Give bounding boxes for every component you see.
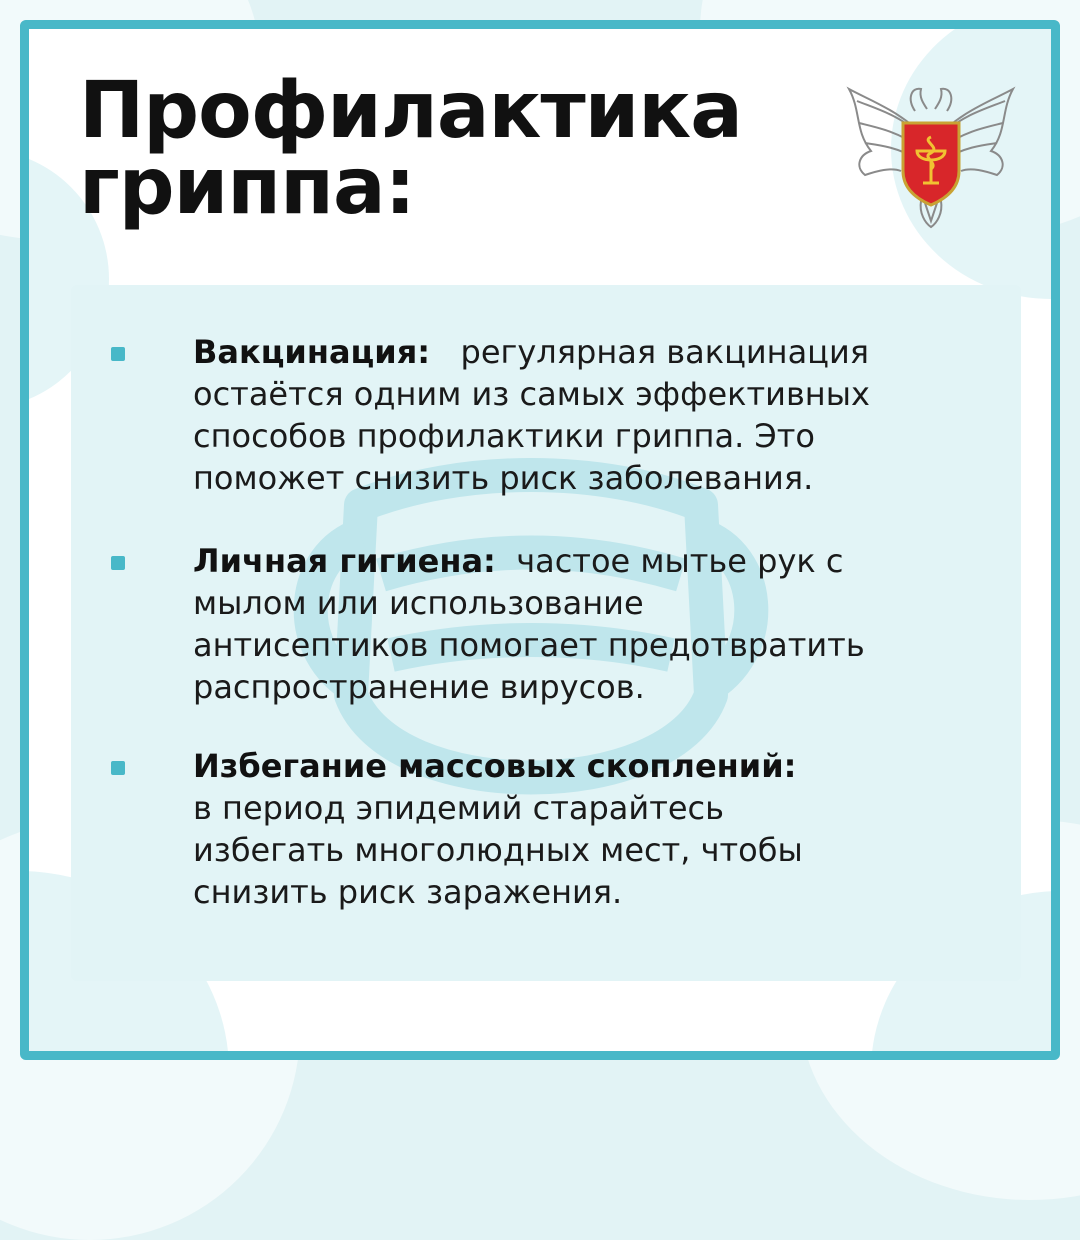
medical-coat-of-arms-icon	[841, 71, 1021, 231]
list-item-line: регулярная вакцинация	[460, 333, 869, 371]
list-item-line: мылом или использование	[193, 584, 644, 622]
list-item	[111, 331, 1001, 499]
list-item-text	[193, 540, 1001, 708]
title-line-1: Профилактика	[79, 66, 742, 156]
list-item-line: способов профилактики гриппа. Это	[193, 417, 815, 455]
title-line-2: гриппа:	[79, 142, 415, 232]
list-item-line: частое мытье рук с	[516, 542, 844, 580]
list-item-line: снизить риск заражения.	[193, 873, 623, 911]
list-item-line: избегать многолюдных мест, чтобы	[193, 831, 803, 869]
list-item-line: поможет снизить риск заболевания.	[193, 459, 814, 497]
list-item-line: антисептиков помогает предотвратить	[193, 626, 865, 664]
list-item-term: Личная гигиена:	[193, 542, 496, 580]
page-title	[79, 66, 742, 232]
list-item-term: Вакцинация:	[193, 333, 431, 371]
list-item-term: Избегание массовых скоплений:	[193, 747, 797, 785]
list-item-line: в период эпидемий старайтесь	[193, 789, 724, 827]
list-item-text	[193, 745, 1001, 913]
list-item	[111, 745, 1001, 913]
bullet-icon	[111, 761, 125, 775]
card-frame	[20, 20, 1060, 1060]
content-panel	[71, 285, 1021, 981]
list-item-text	[193, 331, 1001, 499]
list-item	[111, 540, 1001, 708]
bullet-icon	[111, 347, 125, 361]
list-item-line: остаётся одним из самых эффективных	[193, 375, 870, 413]
bullet-icon	[111, 556, 125, 570]
list-item-line: распространение вирусов.	[193, 668, 645, 706]
